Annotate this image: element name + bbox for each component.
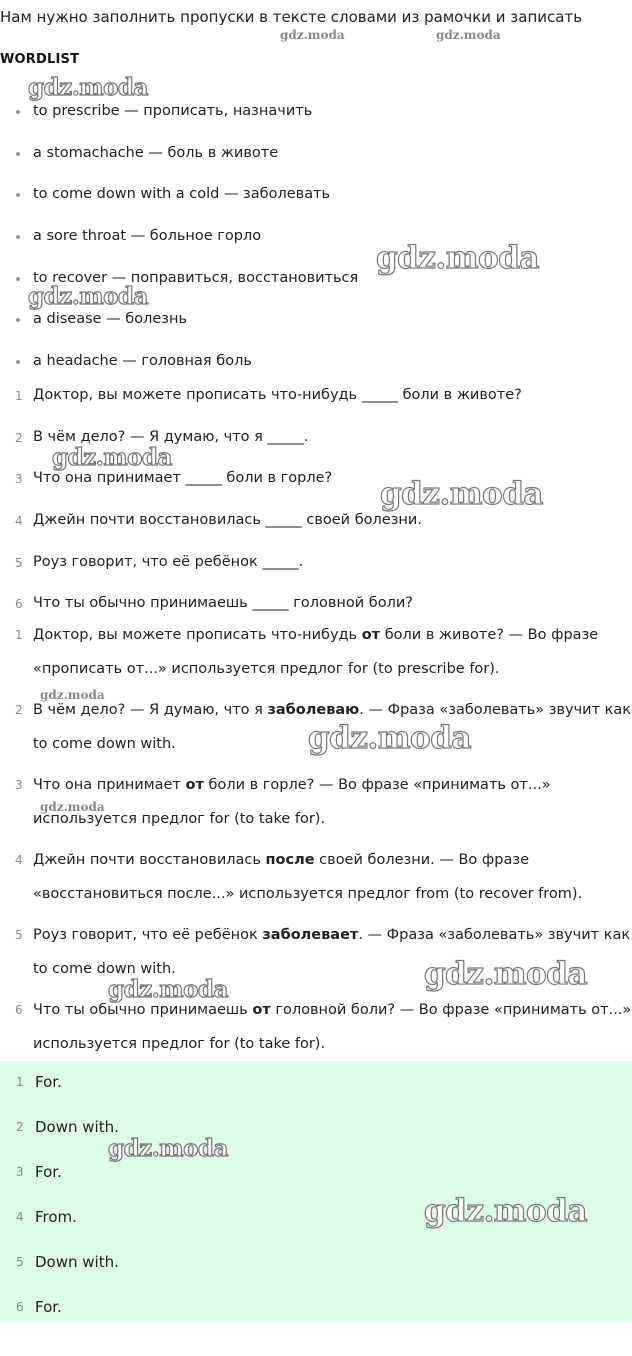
wordlist-item: a sore throat — больное горло [0, 223, 632, 265]
explanation-item [0, 619, 632, 694]
watermark: gdz.moda [380, 476, 543, 512]
answer-word: заболеваю [267, 702, 360, 718]
explanation-text-after: . — Фраза «заболевать» звучит как to come down with. [33, 927, 631, 977]
answer-item [0, 1063, 632, 1108]
explanation-text-after: боли в горле? — Во фразе «принимать от...» используется предлог for (to take for). [33, 777, 551, 827]
watermark: gdz.moda [108, 1135, 228, 1162]
item-number: 5 [15, 555, 23, 570]
explanation-text-after: боли в животе? — Во фразе «прописать от...» используется предлог for (to prescribe for). [33, 627, 599, 677]
answer-text: For. [35, 1298, 62, 1316]
item-number: 2 [15, 430, 23, 445]
item-number: 1 [15, 389, 23, 403]
item-number: 2 [16, 1120, 24, 1134]
explanation-text-after: своей болезни. — Во фразе «восстановиться после...» используется предлог from (to recover from). [33, 852, 583, 902]
answer-text: For. [35, 1163, 62, 1181]
watermark: gdz.moda [40, 800, 105, 814]
task-text: Роуз говорит, что её ребёнок _____. [33, 553, 304, 570]
explanation-text-before: Роуз говорит, что её ребёнок [33, 927, 263, 943]
watermark: gdz.moda [28, 283, 148, 310]
task-text: В чём дело? — Я думаю, что я _____. [33, 428, 309, 445]
explanation-text-after: головной боли? — Во фразе «принимать от...» используется предлог for (to take for). [33, 1002, 632, 1052]
explanation-text-before: Что она принимает [33, 777, 186, 793]
watermark: gdz.moda [108, 976, 228, 1003]
watermark: gdz.moda [424, 1193, 587, 1229]
answer-word: от [185, 777, 204, 793]
explanation-text-before: В чём дело? — Я думаю, что я [33, 702, 268, 718]
explanation-item [0, 844, 632, 919]
explanation-text-before: Джейн почти восстановилась [33, 852, 266, 868]
explanation-text-after: . — Фраза «заболевать» звучит как to come down with. [33, 702, 632, 752]
answer-word: от [252, 1002, 271, 1018]
wordlist-item: to come down with a cold — заболевать [0, 181, 632, 223]
item-number: 3 [16, 1165, 24, 1179]
item-number: 5 [16, 1255, 24, 1269]
answer-item [0, 1288, 632, 1333]
explanation-list [0, 619, 632, 1061]
answer-text: For. [35, 1073, 62, 1091]
item-number: 6 [15, 597, 23, 612]
answer-word: от [361, 627, 381, 643]
item-number: 4 [15, 514, 23, 529]
watermark: gdz.moda [280, 28, 345, 42]
wordlist-item: a headache — головная боль [0, 348, 632, 390]
answer-item [0, 1108, 632, 1153]
answer-text: From. [35, 1208, 77, 1226]
intro-text: Нам нужно заполнить пропуски в тексте словами из рамочки и записать [0, 8, 583, 26]
answer-text: Down with. [35, 1118, 119, 1136]
item-number: 1 [15, 628, 23, 642]
watermark: gdz.moda [436, 28, 501, 42]
task-item [0, 549, 632, 591]
item-number: 1 [16, 1075, 24, 1089]
item-number: 6 [15, 1003, 23, 1017]
watermark: gdz.moda [28, 74, 148, 101]
wordlist-heading: WORDLIST [0, 52, 80, 67]
watermark: gdz.moda [52, 444, 172, 471]
item-number: 3 [15, 778, 23, 792]
wordlist-item: a disease — болезнь [0, 306, 632, 348]
task-text: Джейн почти восстановилась _____ своей болезни. [33, 512, 422, 529]
task-text: Что ты обычно принимаешь _____ головной боли? [33, 595, 413, 612]
watermark: gdz.moda [40, 688, 105, 702]
answer-box [0, 1061, 632, 1321]
task-item [0, 382, 632, 424]
task-text: Что она принимает _____ боли в горле? [33, 470, 333, 487]
watermark: gdz.moda [308, 720, 471, 756]
task-text: Доктор, вы можете прописать что-нибудь _____ боли в животе? [33, 387, 522, 403]
answer-item [0, 1153, 632, 1198]
explanation-text-before: Что ты обычно принимаешь [33, 1002, 253, 1018]
item-number: 5 [15, 928, 23, 942]
wordlist-item: to recover — поправиться, восстановиться [0, 265, 632, 307]
answer-text: Down with. [35, 1253, 119, 1271]
answer-item [0, 1243, 632, 1288]
watermark: gdz.moda [376, 240, 539, 276]
item-number: 6 [16, 1300, 24, 1314]
wordlist-item: to prescribe — прописать, назначить [0, 98, 632, 140]
item-number: 4 [16, 1210, 24, 1224]
explanation-item [0, 994, 632, 1061]
item-number: 2 [15, 703, 23, 717]
answer-word: после [265, 852, 315, 868]
watermark: gdz.moda [424, 956, 587, 992]
item-number: 4 [15, 853, 23, 867]
explanation-text-before: Доктор, вы можете прописать что-нибудь [33, 627, 362, 643]
answer-word: заболевает [262, 927, 359, 943]
task-item [0, 507, 632, 549]
item-number: 3 [15, 472, 23, 487]
wordlist-item: a stomachache — боль в животе [0, 140, 632, 182]
